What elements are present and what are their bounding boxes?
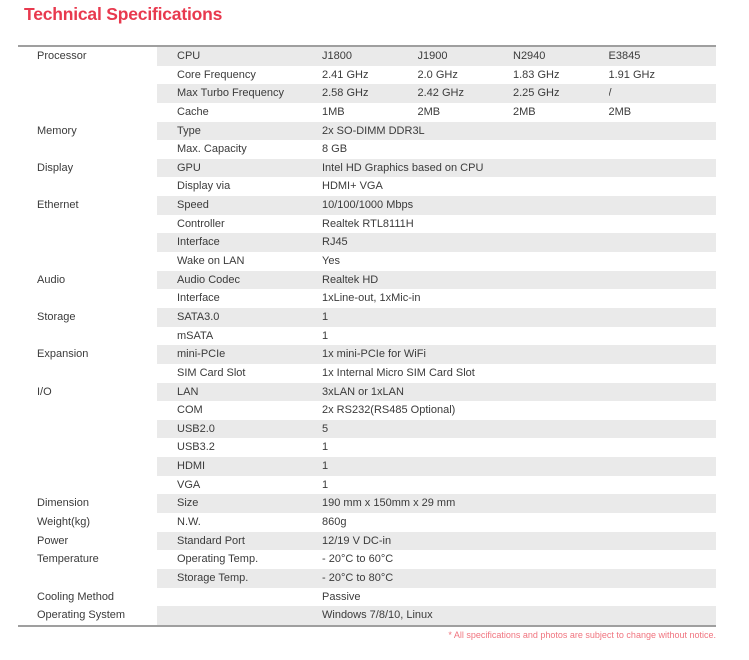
row-body [157,177,716,196]
table-row [18,84,716,103]
row-label: LAN [177,385,199,398]
row-value: RJ45 [322,236,348,249]
table-row [18,196,716,215]
table-row [18,66,716,85]
row-category: Memory [18,122,157,141]
row-label: Wake on LAN [177,255,245,268]
row-body [157,196,716,215]
table-row [18,308,716,327]
row-body [157,550,716,569]
row-category [18,177,157,196]
row-category: Cooling Method [18,588,157,607]
row-body [157,532,716,551]
row-category: Expansion [18,345,157,364]
row-label: GPU [177,161,201,174]
table-row [18,588,716,607]
table-row [18,159,716,178]
table-row [18,345,716,364]
table-row [18,420,716,439]
row-value: 1 [322,460,329,473]
footnote: * All specifications and photos are subject to change without notice. [448,630,716,640]
row-value: 2MB [608,105,632,118]
row-label: Speed [177,199,209,212]
row-body [157,569,716,588]
row-category [18,215,157,234]
table-row [18,122,716,141]
row-category: Storage [18,308,157,327]
row-category [18,476,157,495]
row-value: 1MB [322,105,345,118]
row-value: J1900 [417,50,448,62]
row-value: 1x Internal Micro SIM Card Slot [322,366,475,379]
row-value: 10/100/1000 Mbps [322,199,414,212]
row-category [18,401,157,420]
table-row [18,233,716,252]
row-category [18,364,157,383]
row-label [157,606,322,625]
row-category: Operating System [18,606,157,625]
page-title: Technical Specifications [24,4,223,24]
row-label: mini-PCIe [177,348,226,361]
row-category [18,420,157,439]
row-value: 860g [322,516,347,529]
row-label: Operating Temp. [177,553,259,566]
row-category: Processor [18,47,157,66]
table-row [18,364,716,383]
row-body [157,289,716,308]
row-body [157,66,716,85]
table-row [18,47,716,66]
row-body [157,122,716,141]
row-label: mSATA [177,329,214,342]
row-value: Realtek RTL8111H [322,217,414,230]
row-label: Max. Capacity [177,143,247,156]
row-body [157,383,716,402]
row-value: Intel HD Graphics based on CPU [322,161,484,174]
row-label: CPU [177,50,201,62]
row-value: 3xLAN or 1xLAN [322,385,404,398]
row-body [157,513,716,532]
table-row [18,383,716,402]
row-category [18,233,157,252]
row-category [18,140,157,159]
row-category [18,84,157,103]
row-value: 1.91 GHz [608,68,655,81]
row-label: Storage Temp. [177,571,249,584]
row-label: SIM Card Slot [177,366,246,379]
table-row [18,327,716,346]
table-row [18,271,716,290]
row-value: 8 GB [322,143,348,156]
row-label: Standard Port [177,534,245,547]
row-value: 1 [322,329,329,342]
row-body [157,271,716,290]
row-body [157,364,716,383]
row-body [157,327,716,346]
row-label: HDMI [177,460,206,473]
row-label [157,588,322,607]
row-category: I/O [18,383,157,402]
row-body [157,84,716,103]
row-body [157,401,716,420]
row-label: Controller [177,217,225,230]
row-value: 2.58 GHz [322,87,369,100]
row-label: USB2.0 [177,422,215,435]
table-row [18,550,716,569]
table-row [18,569,716,588]
row-label: Interface [177,292,220,305]
row-category: Weight(kg) [18,513,157,532]
row-value: - 20°C to 60°C [322,553,394,566]
row-category [18,103,157,122]
row-value: Windows 7/8/10, Linux [322,609,433,622]
row-body [157,420,716,439]
row-value: 2.0 GHz [417,68,458,81]
table-row [18,494,716,513]
row-category [18,438,157,457]
row-value: N2940 [513,50,546,62]
row-label: N.W. [177,516,201,529]
table-row [18,606,716,625]
row-value: / [608,87,612,100]
table-row [18,103,716,122]
row-label: Max Turbo Frequency [177,87,284,100]
row-body [157,103,716,122]
row-value: 1xLine-out, 1xMic-in [322,292,421,305]
row-value: 190 mm x 150mm x 29 mm [322,497,456,510]
row-value: 2.25 GHz [513,87,560,100]
row-value: 2x RS232(RS485 Optional) [322,404,456,417]
row-label: VGA [177,478,201,491]
row-body [157,252,716,271]
row-category: Temperature [18,550,157,569]
table-row [18,215,716,234]
row-body [157,215,716,234]
table-row [18,289,716,308]
row-value: 1.83 GHz [513,68,560,81]
row-category [18,327,157,346]
table-row [18,438,716,457]
row-value: 1 [322,441,329,454]
row-value: 1 [322,478,329,491]
row-label: Interface [177,236,220,249]
row-value: E3845 [608,50,641,62]
row-body [157,308,716,327]
row-value: 12/19 V DC-in [322,534,392,547]
row-category: Dimension [18,494,157,513]
row-label: Cache [177,105,209,118]
row-value: 1 [322,310,329,323]
row-value: 2MB [513,105,536,118]
row-value: 2.42 GHz [417,87,464,100]
row-category: Power [18,532,157,551]
row-label: USB3.2 [177,441,215,454]
row-label: SATA3.0 [177,310,220,323]
row-value: 2.41 GHz [322,68,369,81]
table-row [18,401,716,420]
row-label: Display via [177,180,231,193]
row-category [18,289,157,308]
row-value: J1800 [322,50,352,62]
row-body [157,159,716,178]
row-label: Core Frequency [177,68,256,81]
row-category: Ethernet [18,196,157,215]
table-row [18,140,716,159]
row-value: 2MB [417,105,441,118]
table-row [18,476,716,495]
row-category [18,569,157,588]
row-value: - 20°C to 80°C [322,571,394,584]
table-row [18,177,716,196]
row-value: Yes [322,255,340,268]
row-value: 5 [322,422,329,435]
row-category [18,252,157,271]
row-category: Display [18,159,157,178]
row-value: Realtek HD [322,273,379,286]
row-body [157,606,716,625]
row-body [157,140,716,159]
table-row [18,513,716,532]
row-body [157,476,716,495]
row-body [157,47,716,66]
table-row [18,532,716,551]
row-label: Audio Codec [177,273,240,286]
row-label: Type [177,124,201,137]
row-label: Size [177,497,199,510]
row-value: HDMI+ VGA [322,180,383,193]
row-body [157,588,716,607]
row-body [157,345,716,364]
row-category [18,66,157,85]
row-label: COM [177,404,203,417]
row-body [157,494,716,513]
row-body [157,438,716,457]
row-value: 1x mini-PCIe for WiFi [322,348,426,361]
row-category [18,457,157,476]
row-body [157,457,716,476]
row-body [157,233,716,252]
row-category: Audio [18,271,157,290]
spec-table [18,45,716,627]
table-row [18,457,716,476]
row-value: Passive [322,590,361,603]
table-row [18,252,716,271]
row-value: 2x SO-DIMM DDR3L [322,124,425,137]
